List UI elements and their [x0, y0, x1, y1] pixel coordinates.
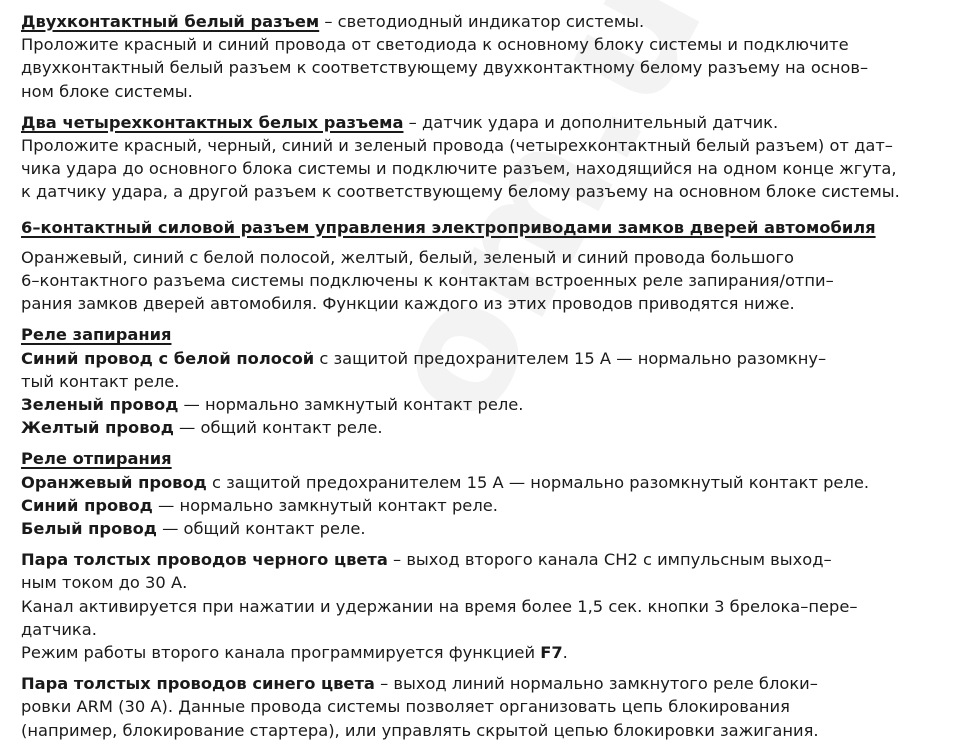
wire-name: Синий провод с белой полосой	[21, 348, 315, 368]
paragraph-line: Канал активируется при нажатии и удержании на время более 1,5 сек. кнопки 3 брелока–пере–	[21, 596, 858, 616]
section-black-wire-pair	[21, 548, 941, 664]
document-page	[21, 10, 941, 750]
section-two-pin-connector	[21, 10, 941, 103]
section-lock-relay	[21, 323, 941, 439]
wire-desc: — нормально замкнутый контакт реле.	[152, 495, 498, 515]
heading-text: Двухконтактный белый разъем	[21, 12, 320, 31]
section-heading	[21, 216, 941, 239]
paragraph-line: чика удара до основного блока системы и подключите разъем, находящийся на одном конце жгута,	[21, 159, 897, 179]
wire-desc: с защитой предохранителем 15 А — нормально разомкнутый контакт реле.	[206, 472, 870, 492]
wire-desc: — общий контакт реле.	[173, 418, 383, 438]
wire-line	[21, 548, 941, 571]
wire-name: Зеленый провод	[21, 395, 179, 415]
wire-name: Желтый провод	[21, 418, 174, 438]
section-unlock-relay	[21, 447, 941, 540]
section-four-pin-connectors	[21, 111, 941, 204]
section-blue-wire-pair	[21, 672, 941, 742]
wire-name: Пара толстых проводов черного цвета	[21, 550, 388, 570]
paragraph-line: Проложите красный, черный, синий и зеленый провода (четырехконтактный белый разъем) от дат–	[21, 136, 893, 156]
wire-desc: – выход второго канала CH2 с импульсным выход–	[387, 550, 832, 570]
wire-line	[21, 494, 941, 517]
wire-line	[21, 471, 941, 494]
paragraph-line: Проложите красный и синий провода от светодиода к основному блоку системы и подключите	[21, 35, 849, 55]
subsection-heading: Реле отпирания	[21, 449, 172, 469]
section-six-pin-connector	[21, 216, 941, 316]
paragraph-line: 6–контактного разъема системы подключены к контактам встроенных реле запирания/отпи–	[21, 271, 834, 291]
wire-line	[21, 416, 941, 439]
wire-line	[21, 393, 941, 416]
heading-text: Два четырехконтактных белых разъема	[21, 112, 404, 132]
heading-rest: – светодиодный индикатор системы.	[319, 12, 645, 31]
paragraph-line	[21, 641, 941, 664]
paragraph-line: ным током до 30 А.	[21, 573, 188, 593]
paragraph-line: к датчику удара, а другой разъем к соответствующему белому разъему на основном блоке системы.	[21, 182, 900, 202]
paragraph-line: Оранжевый, синий с белой полосой, желтый, белый, зеленый и синий провода большого	[21, 247, 795, 267]
heading-text: 6–контактный силовой разъем управления электроприводами замков дверей автомобиля	[21, 217, 876, 237]
section-heading	[21, 10, 941, 33]
wire-desc: — общий контакт реле.	[156, 519, 366, 539]
line-text: Режим работы второго канала программируется функцией	[21, 643, 541, 663]
wire-name: Оранжевый провод	[21, 472, 207, 492]
wire-desc: – выход линий нормально замкнутого реле блоки–	[374, 674, 818, 694]
wire-desc: с защитой предохранителем 15 А — нормально разомкну–	[314, 348, 827, 368]
wire-name: Пара толстых проводов синего цвета	[21, 674, 375, 694]
subsection-heading: Реле запирания	[21, 325, 172, 345]
paragraph-line: тый контакт реле.	[21, 371, 180, 391]
line-end: .	[562, 643, 568, 663]
paragraph-line: двухконтактный белый разъем к соответствующему двухконтактному белому разъему на основ–	[21, 58, 869, 78]
wire-line	[21, 672, 941, 695]
function-code: F7	[540, 643, 563, 663]
wire-name: Синий провод	[21, 495, 153, 515]
paragraph-line: рания замков дверей автомобиля. Функции каждого из этих проводов приводятся ниже.	[21, 294, 795, 314]
paragraph-line: ном блоке системы.	[21, 81, 193, 101]
section-heading	[21, 111, 941, 134]
wire-name: Белый провод	[21, 519, 157, 539]
wire-line	[21, 517, 941, 540]
paragraph-line: (например, блокирование стартера), или управлять скрытой цепью блокировки зажигания.	[21, 720, 819, 740]
wire-desc: — нормально замкнутый контакт реле.	[178, 395, 524, 415]
paragraph-line: ровки ARM (30 А). Данные провода системы позволяет организовать цепь блокирования	[21, 697, 790, 717]
paragraph-line: датчика.	[21, 619, 97, 639]
wire-line	[21, 347, 941, 370]
heading-rest: – датчик удара и дополнительный датчик.	[403, 112, 779, 132]
